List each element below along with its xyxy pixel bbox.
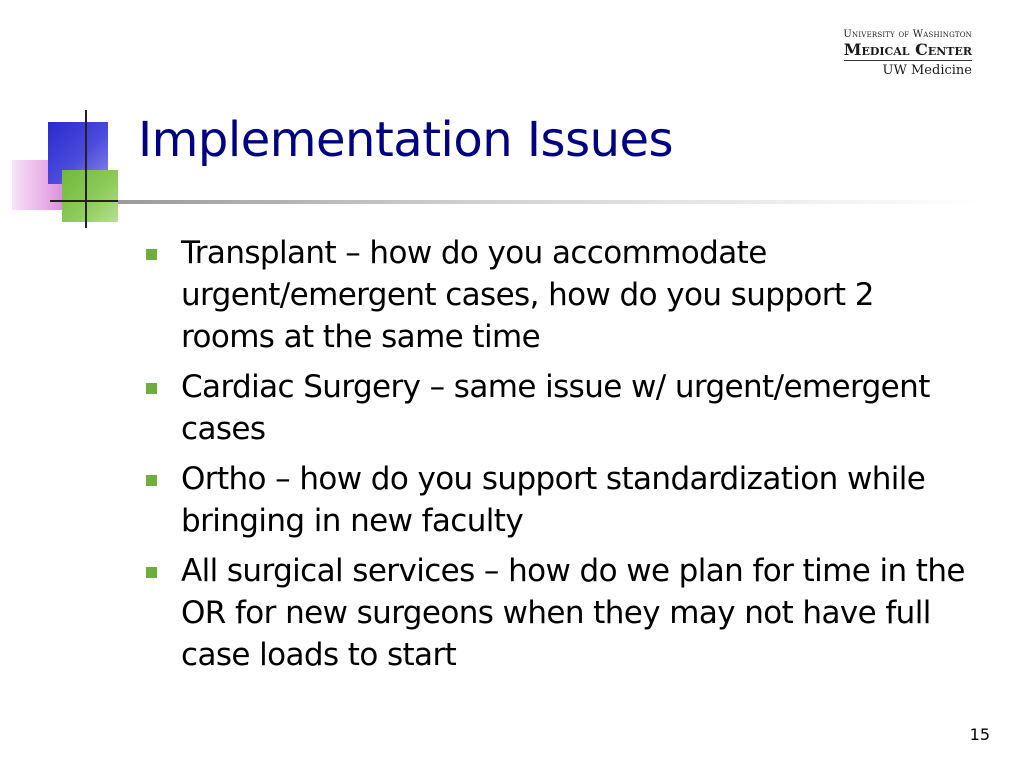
bullet-text: All surgical services – how do we plan for time in the OR for new surgeons when they may not have full case loads to start xyxy=(181,553,965,673)
logo-medical-center-text: Medical Center xyxy=(843,40,972,59)
decorative-vertical-line xyxy=(85,110,87,228)
bullet-square-icon xyxy=(146,249,157,260)
bullet-square-icon xyxy=(146,475,157,486)
logo-uw-medicine-text: UW Medicine xyxy=(882,63,972,78)
page-number: 15 xyxy=(969,725,990,744)
decorative-horizontal-line xyxy=(50,200,124,202)
bullet-square-icon xyxy=(146,567,157,578)
bullet-text: Ortho – how do you support standardization while bringing in new faculty xyxy=(181,461,926,539)
bullet-item xyxy=(146,550,976,676)
slide-title: Implementation Issues xyxy=(138,112,674,168)
bullet-item xyxy=(146,458,976,542)
decorative-green-square xyxy=(62,170,118,222)
bullet-item xyxy=(146,232,976,358)
bullet-text: Transplant – how do you accommodate urgent/emergent cases, how do you support 2 rooms at the same time xyxy=(181,235,874,355)
bullet-text: Cardiac Surgery – same issue w/ urgent/emergent cases xyxy=(181,369,930,447)
title-divider xyxy=(118,200,978,204)
logo-university-text: University of Washington xyxy=(843,29,972,40)
bullet-list xyxy=(146,232,976,684)
uw-medicine-logo xyxy=(843,30,972,77)
bullet-item xyxy=(146,366,976,450)
bullet-square-icon xyxy=(146,383,157,394)
